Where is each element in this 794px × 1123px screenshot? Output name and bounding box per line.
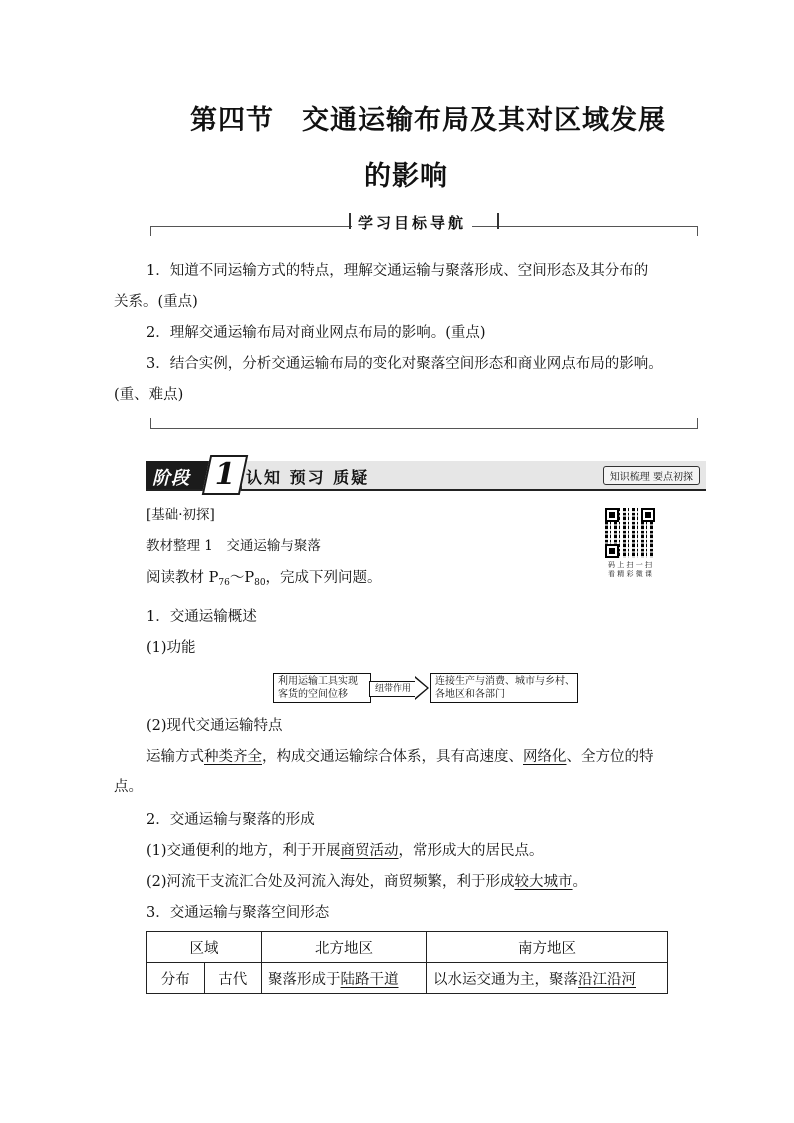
table-cell: 聚落形成于陆路干道	[262, 963, 427, 994]
flow-right-box: 连接生产与消费、城市与乡村、 各地区和各部门	[430, 673, 578, 703]
stage-tag: 知识梳理 要点初探	[603, 466, 700, 485]
table-cell: 南方地区	[427, 932, 668, 963]
objective-1-line2: 关系。(重点)	[114, 294, 198, 310]
modern-text-line1: 运输方式种类齐全，构成交通运输综合体系，具有高速度、网络化、全方位的特	[146, 749, 654, 765]
modern-text-line2: 点。	[114, 779, 143, 795]
objective-3-line1: 3．结合实例，分析交通运输布局的变化对聚落空间形态和商业网点布局的影响。	[146, 356, 663, 372]
function-label: (1)功能	[146, 640, 196, 656]
basic-label: [基础·初探]	[146, 507, 215, 523]
table-cell: 北方地区	[262, 932, 427, 963]
stage-label: 阶段	[152, 468, 190, 489]
stage-number-badge: 1	[202, 455, 249, 495]
page-title-line2: 的影响	[364, 161, 448, 192]
heading-1: 1．交通运输概述	[146, 609, 257, 625]
table-row	[147, 932, 668, 963]
table-cell: 分布	[147, 963, 205, 994]
table-row	[147, 963, 668, 994]
table-cell: 古代	[204, 963, 262, 994]
modern-label: (2)现代交通运输特点	[146, 718, 283, 734]
objective-1-line1: 1．知道不同运输方式的特点，理解交通运输与聚落形成、空间形态及其分布的	[146, 263, 649, 279]
flow-left-box: 利用运输工具实现 客货的空间位移	[273, 673, 371, 703]
heading-3: 3．交通运输与聚落空间形态	[146, 905, 330, 921]
objective-2: 2．理解交通运输布局对商业网点布局的影响。(重点)	[146, 325, 486, 341]
paragraph-2-2: (2)河流干支流汇合处及河流入海处，商贸频繁，利于形成较大城市。	[146, 874, 588, 890]
stage-title: 认知 预习 质疑	[246, 468, 370, 487]
page-title-line1: 第四节 交通运输布局及其对区域发展	[190, 105, 666, 136]
objective-3-line2: (重、难点)	[114, 387, 184, 403]
objectives-heading: 学习目标导航	[352, 212, 472, 233]
table-cell: 区域	[147, 932, 262, 963]
qr-code-icon[interactable]	[605, 508, 655, 558]
table-cell: 以水运交通为主，聚落沿江沿河	[427, 963, 668, 994]
stage-banner	[146, 457, 706, 492]
heading-2: 2．交通运输与聚落的形成	[146, 812, 315, 828]
reading-instruction: 阅读教材 $P_{76}\sim P_{80}$，完成下列问题。	[146, 570, 382, 588]
qr-caption-1: 码 上 扫 一 扫	[608, 561, 652, 569]
settlement-form-table	[146, 931, 668, 994]
flow-arrow: 纽带作用	[369, 681, 416, 697]
textbook-heading: 教材整理 1 交通运输与聚落	[146, 538, 321, 554]
qr-caption-2: 看 精 彩 微 课	[608, 570, 652, 578]
paragraph-2-1: (1)交通便利的地方，利于开展商贸活动，常形成大的居民点。	[146, 843, 544, 859]
